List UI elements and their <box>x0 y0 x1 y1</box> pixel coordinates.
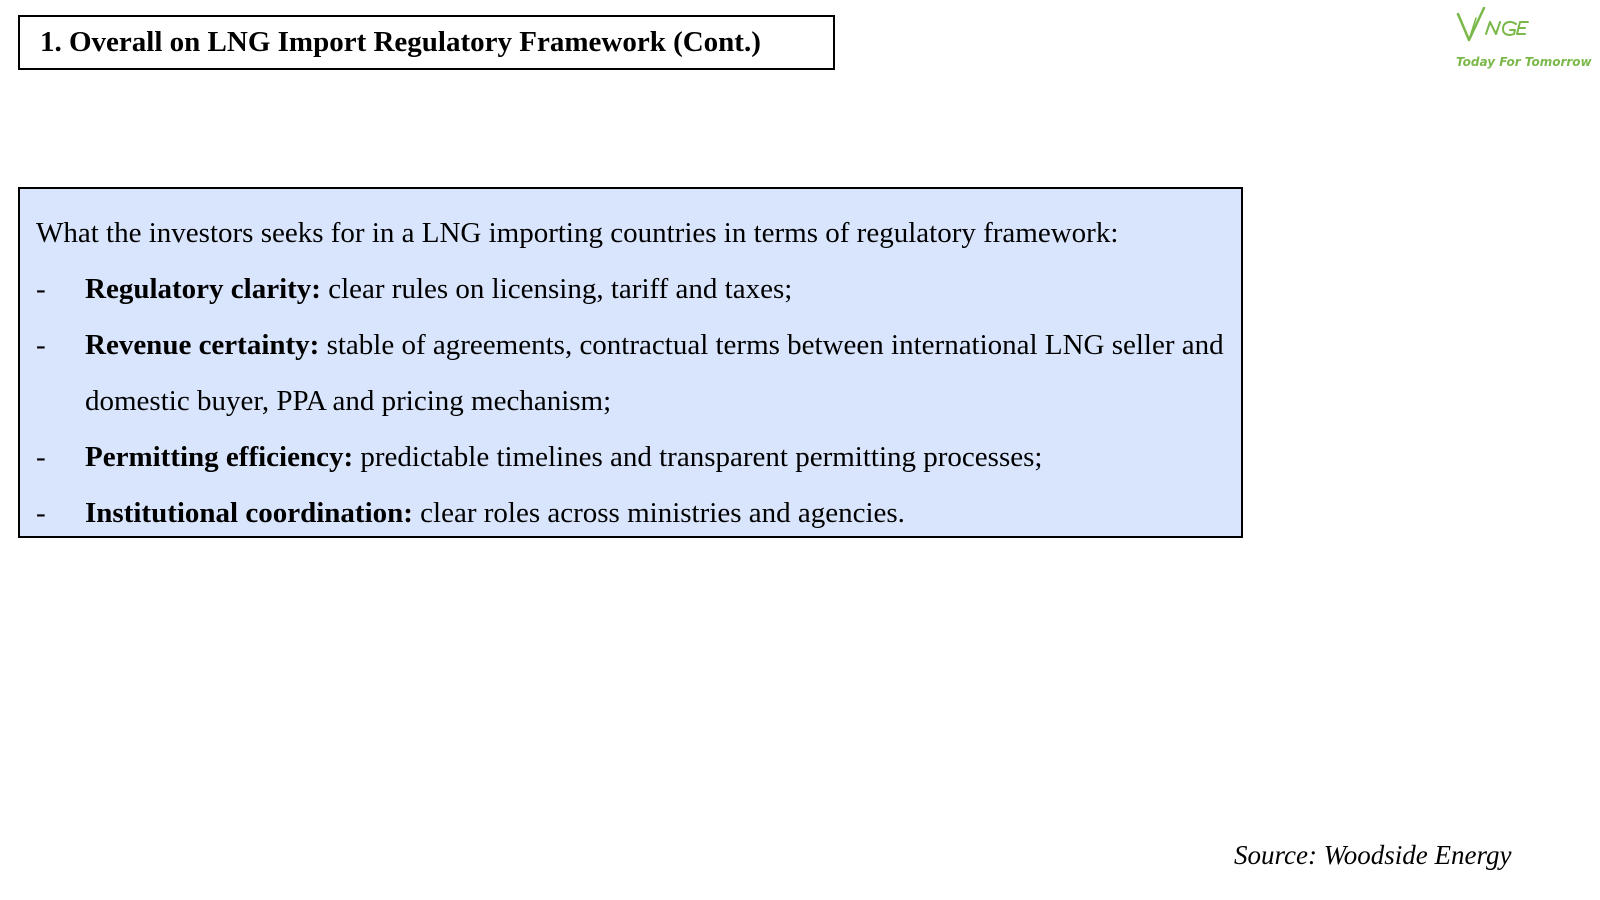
bullet-dash: - <box>36 497 46 529</box>
requirements-list <box>36 261 1241 541</box>
logo-tagline: Today For Tomorrow <box>1456 55 1592 69</box>
list-item <box>36 261 1241 317</box>
list-item-text: clear rules on licensing, tariff and taxes; <box>320 273 793 305</box>
list-item <box>36 317 1241 429</box>
list-item-term: Permitting efficiency: <box>85 441 354 473</box>
list-item-text: clear roles across ministries and agencies. <box>412 497 905 529</box>
source-citation: Source: Woodside Energy <box>1234 840 1512 870</box>
list-item-text: predictable timelines and transparent permitting processes; <box>353 441 1043 473</box>
bullet-dash: - <box>36 273 46 305</box>
bullet-dash: - <box>36 329 46 361</box>
vnge-logo <box>1450 4 1590 72</box>
list-item-body <box>85 261 1225 317</box>
investor-requirements-box <box>18 187 1243 538</box>
list-item-body <box>85 317 1225 429</box>
slide-title-box <box>18 15 835 70</box>
list-item <box>36 485 1241 541</box>
list-item-text: stable of agreements, contractual terms between international LNG seller and domestic buyer, PPA and pricing mechanism; <box>85 329 1224 417</box>
list-item-term: Regulatory clarity: <box>85 273 321 305</box>
list-item-body <box>85 485 1225 541</box>
list-item-body <box>85 429 1225 485</box>
list-item <box>36 429 1241 485</box>
bullet-dash: - <box>36 441 46 473</box>
intro-text: What the investors seeks for in a LNG importing countries in terms of regulatory framework: <box>36 217 1119 249</box>
list-item-term: Revenue certainty: <box>85 329 320 361</box>
slide-title: 1. Overall on LNG Import Regulatory Framework (Cont.) <box>40 26 761 58</box>
list-item-term: Institutional coordination: <box>85 497 413 529</box>
